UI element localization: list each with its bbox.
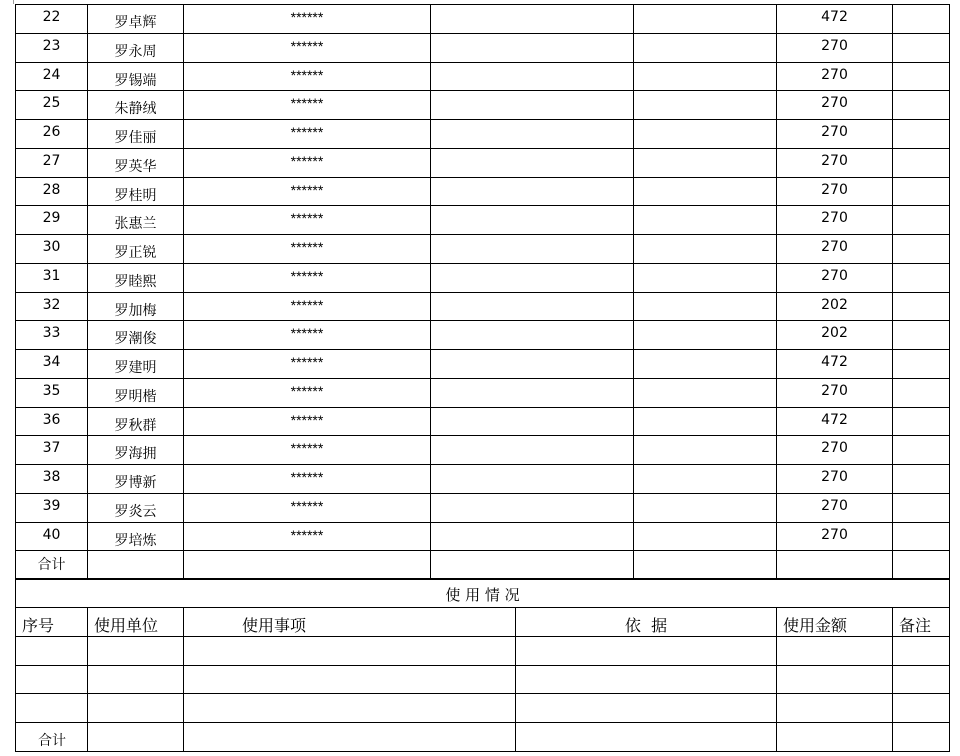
- row-empty-2: [634, 350, 777, 379]
- usage-header-row: [16, 607, 950, 636]
- row-name: 罗睦熙: [88, 263, 184, 292]
- row-id-masked: ******: [184, 177, 431, 206]
- row-amount: 270: [777, 91, 893, 120]
- row-id-masked: ******: [184, 378, 431, 407]
- total-empty-cell: [431, 551, 634, 580]
- recipient-total-label: 合计: [16, 551, 88, 580]
- table-row: [16, 62, 950, 91]
- row-name: 罗英华: [88, 148, 184, 177]
- row-empty-1: [431, 120, 634, 149]
- row-name: 罗炎云: [88, 493, 184, 522]
- row-seq: 27: [16, 148, 88, 177]
- row-name: 罗锡端: [88, 62, 184, 91]
- usage-table: [15, 578, 950, 752]
- table-row: [16, 493, 950, 522]
- row-amount: 270: [777, 263, 893, 292]
- row-seq: 35: [16, 378, 88, 407]
- row-empty-2: [634, 263, 777, 292]
- table-row: [16, 91, 950, 120]
- row-id-masked: ******: [184, 522, 431, 551]
- row-seq: 29: [16, 206, 88, 235]
- row-empty-1: [431, 148, 634, 177]
- recipient-table: [15, 4, 950, 580]
- total-empty-cell: [184, 551, 431, 580]
- total-empty-cell: [893, 551, 950, 580]
- usage-total-row: [16, 723, 950, 752]
- row-empty-1: [431, 465, 634, 494]
- row-remark: [893, 177, 950, 206]
- row-seq: 36: [16, 407, 88, 436]
- table-row: [16, 407, 950, 436]
- table-row: [16, 436, 950, 465]
- table-row: [16, 263, 950, 292]
- row-empty-2: [634, 436, 777, 465]
- row-id-masked: ******: [184, 33, 431, 62]
- row-empty-2: [634, 522, 777, 551]
- row-empty-1: [431, 407, 634, 436]
- total-empty-cell: [88, 551, 184, 580]
- row-empty-1: [431, 378, 634, 407]
- row-seq: 26: [16, 120, 88, 149]
- row-amount: 202: [777, 292, 893, 321]
- row-empty-2: [634, 62, 777, 91]
- row-name: 罗培炼: [88, 522, 184, 551]
- row-seq: 40: [16, 522, 88, 551]
- row-empty-1: [431, 33, 634, 62]
- row-empty-2: [634, 177, 777, 206]
- row-remark: [893, 436, 950, 465]
- row-seq: 34: [16, 350, 88, 379]
- row-amount: 270: [777, 120, 893, 149]
- row-empty-1: [431, 206, 634, 235]
- table-row: [16, 120, 950, 149]
- row-empty-1: [431, 91, 634, 120]
- row-empty-1: [431, 263, 634, 292]
- table-row: [16, 33, 950, 62]
- row-amount: 270: [777, 436, 893, 465]
- table-row: [16, 292, 950, 321]
- row-remark: [893, 33, 950, 62]
- table-row: [16, 378, 950, 407]
- row-id-masked: ******: [184, 62, 431, 91]
- row-amount: 472: [777, 407, 893, 436]
- row-empty-1: [431, 235, 634, 264]
- row-id-masked: ******: [184, 321, 431, 350]
- row-amount: 270: [777, 493, 893, 522]
- row-name: 罗桂明: [88, 177, 184, 206]
- row-amount: 472: [777, 5, 893, 34]
- row-empty-2: [634, 235, 777, 264]
- row-id-masked: ******: [184, 465, 431, 494]
- row-remark: [893, 321, 950, 350]
- row-name: 罗永周: [88, 33, 184, 62]
- header-remark: 备注: [893, 607, 950, 636]
- row-remark: [893, 407, 950, 436]
- row-empty-2: [634, 407, 777, 436]
- header-amount: 使用金额: [777, 607, 893, 636]
- table-row: [16, 5, 950, 34]
- row-empty-2: [634, 5, 777, 34]
- page-edge-mark: [13, 0, 14, 4]
- row-seq: 32: [16, 292, 88, 321]
- row-id-masked: ******: [184, 235, 431, 264]
- row-remark: [893, 62, 950, 91]
- row-amount: 202: [777, 321, 893, 350]
- row-empty-2: [634, 465, 777, 494]
- row-empty-2: [634, 148, 777, 177]
- row-amount: 270: [777, 465, 893, 494]
- row-name: 罗博新: [88, 465, 184, 494]
- row-id-masked: ******: [184, 407, 431, 436]
- row-remark: [893, 292, 950, 321]
- row-seq: 31: [16, 263, 88, 292]
- row-amount: 270: [777, 206, 893, 235]
- usage-section-row: [16, 579, 950, 608]
- row-amount: 270: [777, 378, 893, 407]
- row-empty-2: [634, 321, 777, 350]
- row-seq: 30: [16, 235, 88, 264]
- row-id-masked: ******: [184, 206, 431, 235]
- row-remark: [893, 522, 950, 551]
- row-remark: [893, 493, 950, 522]
- table-row: [16, 321, 950, 350]
- total-empty-cell: [777, 551, 893, 580]
- row-id-masked: ******: [184, 148, 431, 177]
- row-remark: [893, 91, 950, 120]
- header-seq: 序号: [16, 607, 88, 636]
- row-seq: 33: [16, 321, 88, 350]
- table-row: [16, 522, 950, 551]
- row-empty-1: [431, 5, 634, 34]
- row-empty-1: [431, 522, 634, 551]
- row-amount: 270: [777, 33, 893, 62]
- total-empty-cell: [634, 551, 777, 580]
- row-seq: 24: [16, 62, 88, 91]
- row-empty-2: [634, 91, 777, 120]
- usage-empty-row: [16, 694, 950, 723]
- row-name: 罗加梅: [88, 292, 184, 321]
- row-id-masked: ******: [184, 263, 431, 292]
- header-matter: 使用事项: [184, 607, 516, 636]
- row-empty-2: [634, 292, 777, 321]
- row-name: 罗海拥: [88, 436, 184, 465]
- recipient-total-row: [16, 551, 950, 580]
- row-name: 张惠兰: [88, 206, 184, 235]
- row-id-masked: ******: [184, 493, 431, 522]
- row-remark: [893, 465, 950, 494]
- row-id-masked: ******: [184, 350, 431, 379]
- table-row: [16, 206, 950, 235]
- row-name: 罗秋群: [88, 407, 184, 436]
- row-remark: [893, 235, 950, 264]
- row-amount: 270: [777, 235, 893, 264]
- row-seq: 39: [16, 493, 88, 522]
- row-name: 朱静绒: [88, 91, 184, 120]
- row-empty-2: [634, 33, 777, 62]
- row-id-masked: ******: [184, 436, 431, 465]
- row-empty-2: [634, 120, 777, 149]
- row-name: 罗建明: [88, 350, 184, 379]
- row-amount: 270: [777, 148, 893, 177]
- row-remark: [893, 263, 950, 292]
- row-empty-1: [431, 321, 634, 350]
- row-seq: 38: [16, 465, 88, 494]
- usage-empty-row: [16, 636, 950, 665]
- row-empty-1: [431, 62, 634, 91]
- row-empty-1: [431, 292, 634, 321]
- usage-empty-row: [16, 665, 950, 694]
- row-seq: 22: [16, 5, 88, 34]
- row-remark: [893, 350, 950, 379]
- row-id-masked: ******: [184, 120, 431, 149]
- table-row: [16, 148, 950, 177]
- table-row: [16, 235, 950, 264]
- row-empty-1: [431, 493, 634, 522]
- row-remark: [893, 206, 950, 235]
- row-remark: [893, 120, 950, 149]
- row-remark: [893, 378, 950, 407]
- row-amount: 270: [777, 62, 893, 91]
- row-name: 罗佳丽: [88, 120, 184, 149]
- row-seq: 28: [16, 177, 88, 206]
- row-id-masked: ******: [184, 91, 431, 120]
- row-empty-1: [431, 436, 634, 465]
- usage-section-title: 使 用 情 况: [16, 579, 950, 608]
- row-name: 罗正锐: [88, 235, 184, 264]
- row-amount: 270: [777, 522, 893, 551]
- row-id-masked: ******: [184, 5, 431, 34]
- row-empty-2: [634, 206, 777, 235]
- table-row: [16, 350, 950, 379]
- row-name: 罗明楷: [88, 378, 184, 407]
- row-empty-2: [634, 378, 777, 407]
- row-seq: 23: [16, 33, 88, 62]
- row-remark: [893, 148, 950, 177]
- row-id-masked: ******: [184, 292, 431, 321]
- row-name: 罗卓辉: [88, 5, 184, 34]
- header-unit: 使用单位: [88, 607, 184, 636]
- row-name: 罗潮俊: [88, 321, 184, 350]
- row-seq: 25: [16, 91, 88, 120]
- row-remark: [893, 5, 950, 34]
- row-empty-1: [431, 350, 634, 379]
- header-basis: 依 据: [516, 607, 777, 636]
- table-row: [16, 177, 950, 206]
- row-amount: 270: [777, 177, 893, 206]
- usage-total-label: 合计: [16, 723, 88, 752]
- table-row: [16, 465, 950, 494]
- row-seq: 37: [16, 436, 88, 465]
- row-empty-2: [634, 493, 777, 522]
- row-amount: 472: [777, 350, 893, 379]
- row-empty-1: [431, 177, 634, 206]
